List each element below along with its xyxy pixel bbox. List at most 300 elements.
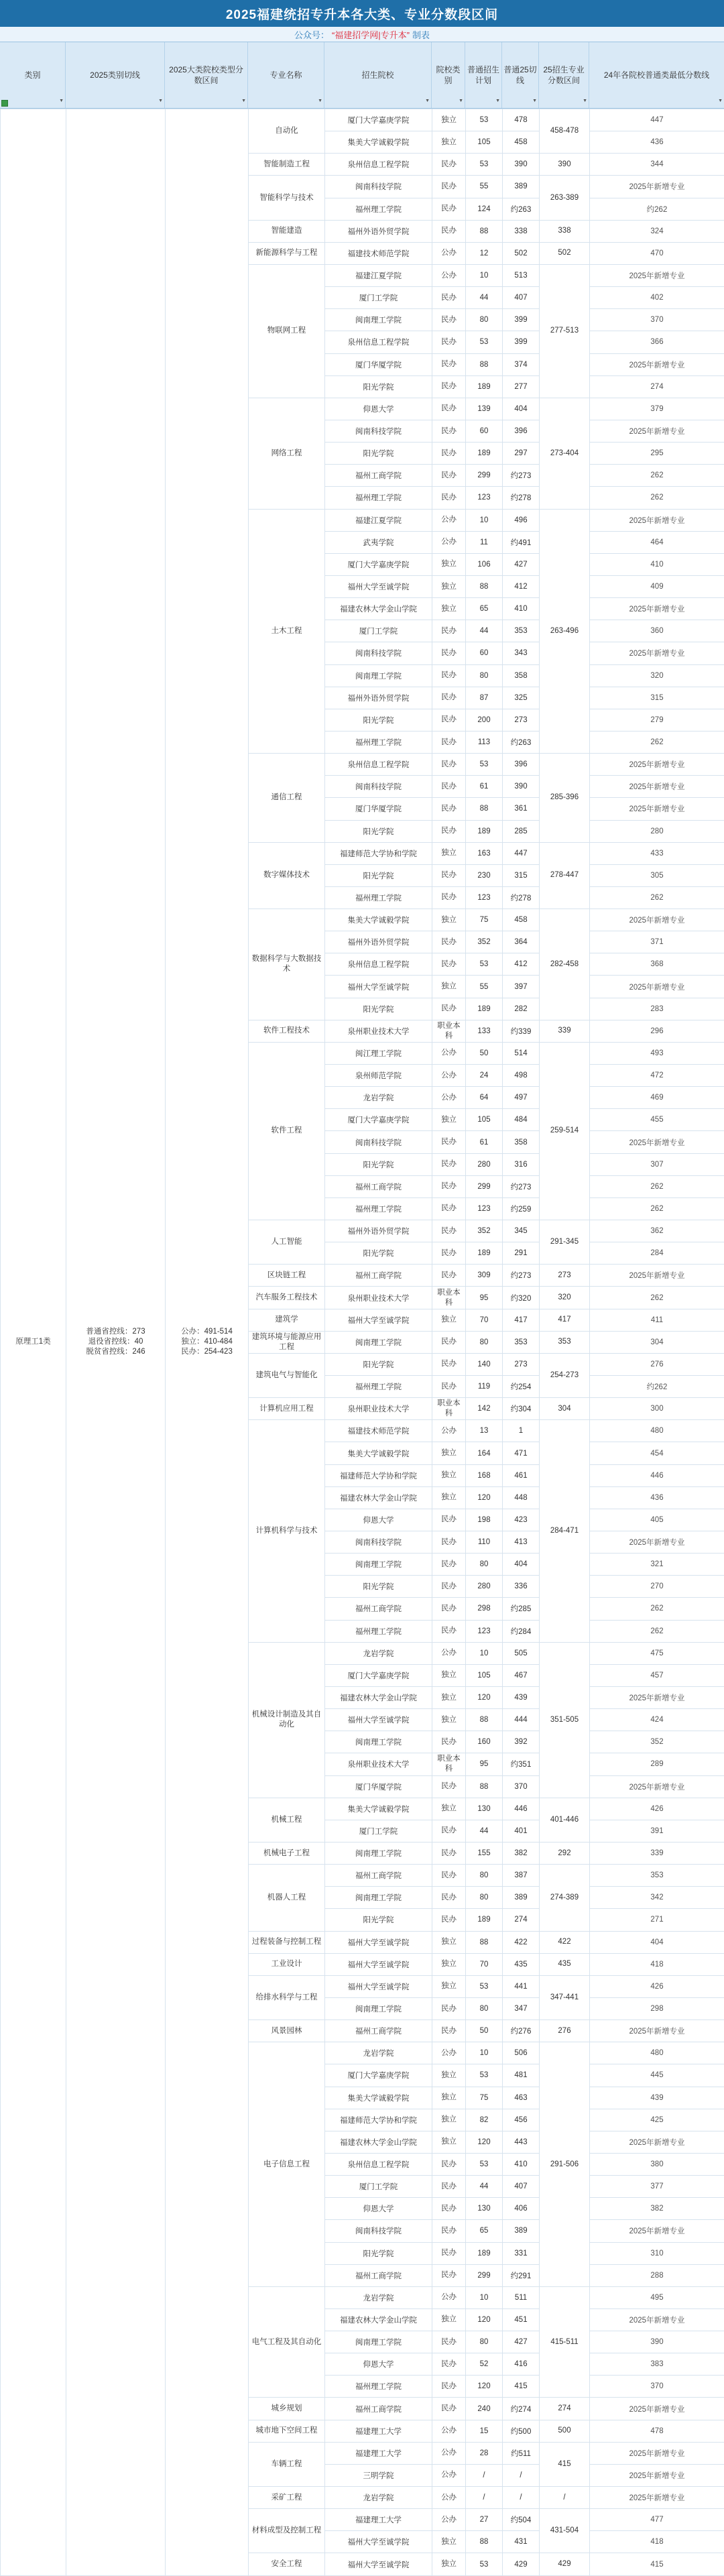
line-2025: 461 [503, 1464, 540, 1486]
school-type: 公办 [432, 2286, 466, 2308]
plan-count: 10 [466, 2286, 503, 2308]
major-name: 区块链工程 [249, 1265, 325, 1287]
line-2025: 427 [503, 2331, 540, 2353]
major-range: 458-478 [540, 109, 590, 154]
line-2024: 296 [590, 1020, 724, 1042]
line-2024: 366 [590, 331, 724, 353]
school-name: 三明学院 [325, 2464, 432, 2486]
school-type: 公办 [432, 531, 466, 553]
school-name: 龙岩学院 [325, 1087, 432, 1109]
school-type: 民办 [432, 287, 466, 309]
category-cell: 原理工1类 [1, 109, 66, 2576]
school-type: 独立 [432, 1975, 466, 1997]
header-type-range[interactable]: 2025大类院校类型分数区间 ▼ [165, 42, 248, 108]
line-2024: 368 [590, 953, 724, 976]
line-2024: 383 [590, 2353, 724, 2376]
school-name: 闽江理工学院 [325, 1042, 432, 1064]
line-2024: 2025年新增专业 [590, 1775, 724, 1798]
line-2024: 352 [590, 1731, 724, 1753]
school-type: 民办 [432, 754, 466, 776]
line-2025: 291 [503, 1242, 540, 1265]
line-2025: 约259 [503, 1197, 540, 1220]
cutoff-line: 脱贫省控线：246 [68, 1347, 164, 1357]
school-name: 福州外语外贸学院 [325, 220, 432, 242]
header-cutoff[interactable]: 2025类别切线 ▼ [66, 42, 165, 108]
plan-count: 124 [466, 198, 503, 220]
school-name: 闽南理工学院 [325, 1842, 432, 1864]
plan-count: 240 [466, 2398, 503, 2420]
school-name: 福建江夏学院 [325, 509, 432, 531]
line-2024: 262 [590, 465, 724, 487]
line-2024: 262 [590, 1287, 724, 1309]
line-2024: 391 [590, 1820, 724, 1842]
school-name: 厦门华厦学院 [325, 798, 432, 820]
plan-count: 299 [466, 465, 503, 487]
line-2024: 300 [590, 1398, 724, 1420]
line-2025: 约511 [503, 2442, 540, 2464]
plan-count: 140 [466, 1353, 503, 1375]
school-type: 民办 [432, 309, 466, 331]
major-name: 软件工程 [249, 1042, 325, 1220]
dropdown-arrow-icon[interactable]: ▼ [59, 96, 64, 107]
line-2024: 447 [590, 109, 724, 131]
school-type: 民办 [432, 443, 466, 465]
school-type: 民办 [432, 331, 466, 353]
plan-count: 88 [466, 1775, 503, 1798]
plan-count: 120 [466, 2308, 503, 2331]
school-type: 独立 [432, 598, 466, 620]
line-2025: 343 [503, 642, 540, 664]
major-range: 422 [540, 1931, 590, 1953]
dropdown-arrow-icon[interactable]: ▼ [532, 96, 537, 107]
school-type: 独立 [432, 842, 466, 864]
plan-count: 80 [466, 1865, 503, 1887]
school-type: 民办 [432, 2264, 466, 2286]
line-2025: 约254 [503, 1376, 540, 1398]
plan-count: 120 [466, 1686, 503, 1708]
school-name: 阳光学院 [325, 864, 432, 886]
line-2024: 2025年新增专业 [590, 2220, 724, 2242]
school-type: 民办 [432, 1598, 466, 1620]
plan-count: 60 [466, 642, 503, 664]
school-name: 福州大学至诚学院 [325, 1931, 432, 1953]
school-name: 福州理工学院 [325, 487, 432, 509]
school-name: 福建师范大学协和学院 [325, 2109, 432, 2131]
plan-count: 189 [466, 1242, 503, 1265]
school-name: 阳光学院 [325, 1242, 432, 1265]
school-name: 福州工商学院 [325, 2020, 432, 2042]
line-2024: 436 [590, 131, 724, 154]
school-type: 独立 [432, 1442, 466, 1464]
plan-count: 10 [466, 509, 503, 531]
plan-count: 105 [466, 131, 503, 154]
major-name: 电子信息工程 [249, 2042, 325, 2287]
line-2025: 412 [503, 575, 540, 597]
line-2025: 467 [503, 1664, 540, 1686]
plan-count: 189 [466, 375, 503, 398]
school-type: 民办 [432, 1153, 466, 1175]
school-type: 独立 [432, 1953, 466, 1975]
school-type: 民办 [432, 709, 466, 731]
major-range: 291-345 [540, 1220, 590, 1265]
school-name: 福州大学至诚学院 [325, 575, 432, 597]
line-2024: 298 [590, 1997, 724, 2019]
school-name: 厦门华厦学院 [325, 1775, 432, 1798]
school-name: 福州外语外贸学院 [325, 1220, 432, 1242]
line-2025: 约500 [503, 2420, 540, 2442]
plan-count: 53 [466, 2553, 503, 2575]
school-name: 闽南科技学院 [325, 176, 432, 198]
header-line25[interactable]: 普通25切线 ▼ [502, 42, 539, 108]
line-2025: 412 [503, 953, 540, 976]
line-2024: 2025年新增专业 [590, 2020, 724, 2042]
school-type: 职业本科 [432, 1287, 466, 1309]
line-2024: 315 [590, 687, 724, 709]
school-name: 泉州信息工程学院 [325, 154, 432, 176]
school-name: 福州工商学院 [325, 2398, 432, 2420]
major-name: 建筑环境与能源应用工程 [249, 1331, 325, 1353]
header-major[interactable]: 专业名称 ▼ [248, 42, 324, 108]
school-type: 民办 [432, 2353, 466, 2376]
header-school-type[interactable]: 院校类别 ▼ [432, 42, 465, 108]
plan-count: 88 [466, 1709, 503, 1731]
plan-count: 105 [466, 1664, 503, 1686]
school-name: 厦门工学院 [325, 1820, 432, 1842]
major-name: 安全工程 [249, 2553, 325, 2575]
school-type: 民办 [432, 998, 466, 1020]
line-2024: 2025年新增专业 [590, 1265, 724, 1287]
school-type: 民办 [432, 1775, 466, 1798]
line-2025: 347 [503, 1997, 540, 2019]
school-type: 民办 [432, 886, 466, 909]
line-2024: 2025年新增专业 [590, 353, 724, 375]
school-type: 民办 [432, 154, 466, 176]
major-name: 机器人工程 [249, 1865, 325, 1931]
school-type: 公办 [432, 2464, 466, 2486]
line-2024: 2025年新增专业 [590, 2442, 724, 2464]
line-2025: 390 [503, 776, 540, 798]
line-2024: 379 [590, 398, 724, 420]
school-name: 闽南理工学院 [325, 2331, 432, 2353]
header-line24[interactable]: 24年各院校普通类最低分数线 ▼ [589, 42, 724, 108]
school-type: 职业本科 [432, 1020, 466, 1042]
line-2025: 443 [503, 2131, 540, 2153]
school-name: 厦门大学嘉庚学院 [325, 2064, 432, 2087]
major-range: 390 [540, 154, 590, 176]
school-type: 民办 [432, 820, 466, 842]
line-2025: 1 [503, 1420, 540, 1442]
plan-count: 123 [466, 487, 503, 509]
line-2025: 358 [503, 1131, 540, 1153]
school-type: 公办 [432, 2487, 466, 2509]
line-2025: 353 [503, 620, 540, 642]
major-name: 自动化 [249, 109, 325, 154]
line-2024: 2025年新增专业 [590, 176, 724, 198]
line-2025: 361 [503, 798, 540, 820]
plan-count: 95 [466, 1753, 503, 1775]
school-name: 阳光学院 [325, 1153, 432, 1175]
line-2025: 498 [503, 1065, 540, 1087]
line-2024: 446 [590, 1464, 724, 1486]
plan-count: 142 [466, 1398, 503, 1420]
line-2025: 387 [503, 1865, 540, 1887]
major-name: 电气工程及其自动化 [249, 2286, 325, 2398]
major-name: 建筑电气与智能化 [249, 1353, 325, 1397]
school-type: 民办 [432, 1175, 466, 1197]
dropdown-arrow-icon[interactable]: ▼ [241, 96, 246, 107]
line-2024: 2025年新增专业 [590, 2131, 724, 2153]
dropdown-arrow-icon[interactable]: ▼ [718, 96, 723, 107]
plan-count: 65 [466, 598, 503, 620]
school-name: 福州大学至诚学院 [325, 1309, 432, 1331]
school-type: 民办 [432, 620, 466, 642]
line-2025: 约274 [503, 2398, 540, 2420]
school-name: 阳光学院 [325, 709, 432, 731]
line-2024: 2025年新增专业 [590, 2464, 724, 2486]
line-2024: 274 [590, 375, 724, 398]
line-2024: 324 [590, 220, 724, 242]
major-name: 建筑学 [249, 1309, 325, 1331]
plan-count: 88 [466, 575, 503, 597]
line-2024: 370 [590, 309, 724, 331]
line-2025: 约273 [503, 465, 540, 487]
line-2025: 约284 [503, 1620, 540, 1642]
line-2024: 404 [590, 1931, 724, 1953]
plan-count: 298 [466, 1598, 503, 1620]
line-2024: 2025年新增专业 [590, 509, 724, 531]
dropdown-arrow-icon[interactable]: ▼ [425, 96, 430, 107]
line-2024: 402 [590, 287, 724, 309]
school-type: 独立 [432, 976, 466, 998]
school-name: 福建理工大学 [325, 2442, 432, 2464]
major-name: 智能科学与技术 [249, 176, 325, 220]
filter-icon[interactable] [1, 100, 8, 107]
score-table [0, 109, 724, 2576]
header-category[interactable]: 类别 ▼ [0, 42, 66, 108]
plan-count: 123 [466, 1620, 503, 1642]
line-2025: 285 [503, 820, 540, 842]
subtitle [0, 27, 724, 42]
plan-count: 189 [466, 820, 503, 842]
plan-count: 27 [466, 2509, 503, 2531]
school-type: 民办 [432, 2020, 466, 2042]
line-2025: 481 [503, 2064, 540, 2087]
school-type: 民办 [432, 1865, 466, 1887]
school-name: 福州大学至诚学院 [325, 1709, 432, 1731]
major-name: 物联网工程 [249, 264, 325, 398]
school-name: 福建理工大学 [325, 2509, 432, 2531]
line-2025: 458 [503, 909, 540, 931]
line-2025: 502 [503, 242, 540, 264]
plan-count: 80 [466, 664, 503, 687]
plan-count: 60 [466, 420, 503, 442]
school-type: 民办 [432, 176, 466, 198]
school-name: 福州工商学院 [325, 1175, 432, 1197]
major-range: 500 [540, 2420, 590, 2442]
plan-count: 299 [466, 2264, 503, 2286]
school-type: 民办 [432, 1131, 466, 1153]
line-2025: 338 [503, 220, 540, 242]
school-name: 福州大学至诚学院 [325, 976, 432, 998]
major-range: 274-389 [540, 1865, 590, 1931]
school-type: 民办 [432, 398, 466, 420]
plan-count: 44 [466, 1820, 503, 1842]
major-name: 风景园林 [249, 2020, 325, 2042]
school-type: 民办 [432, 353, 466, 375]
school-name: 闽南理工学院 [325, 664, 432, 687]
line-2025: 444 [503, 1709, 540, 1731]
line-2025: 370 [503, 1775, 540, 1798]
major-range: 282-458 [540, 909, 590, 1020]
school-type: 公办 [432, 264, 466, 286]
line-2025: 315 [503, 864, 540, 886]
plan-count: 120 [466, 1486, 503, 1509]
major-range: 353 [540, 1331, 590, 1353]
school-type: 公办 [432, 2420, 466, 2442]
line-2025: 约278 [503, 487, 540, 509]
plan-count: 133 [466, 1020, 503, 1042]
plan-count: 11 [466, 531, 503, 553]
line-2024: 307 [590, 1153, 724, 1175]
major-range: 435 [540, 1953, 590, 1975]
subtitle-suffix: 制表 [412, 28, 430, 41]
dropdown-arrow-icon[interactable]: ▼ [318, 96, 322, 107]
school-name: 阳光学院 [325, 998, 432, 1020]
plan-count: 119 [466, 1376, 503, 1398]
line-2024: 362 [590, 1220, 724, 1242]
school-name: 福州大学至诚学院 [325, 2553, 432, 2575]
major-range: 259-514 [540, 1042, 590, 1220]
school-name: 闽南科技学院 [325, 1531, 432, 1554]
line-2024: 2025年新增专业 [590, 264, 724, 286]
school-name: 闽南理工学院 [325, 309, 432, 331]
line-2024: 2025年新增专业 [590, 2308, 724, 2331]
school-name: 福州工商学院 [325, 1265, 432, 1287]
plan-count: 53 [466, 109, 503, 131]
line-2024: 289 [590, 1753, 724, 1775]
school-type: 独立 [432, 2109, 466, 2131]
line-2024: 2025年新增专业 [590, 754, 724, 776]
school-name: 厦门大学嘉庚学院 [325, 1664, 432, 1686]
line-2025: 399 [503, 309, 540, 331]
school-type: 民办 [432, 931, 466, 953]
line-2024: 480 [590, 1420, 724, 1442]
school-name: 阳光学院 [325, 443, 432, 465]
plan-count: 88 [466, 798, 503, 820]
school-name: 福州大学至诚学院 [325, 1953, 432, 1975]
line-2025: 389 [503, 176, 540, 198]
dropdown-arrow-icon[interactable]: ▼ [583, 96, 587, 107]
major-range: 292 [540, 1842, 590, 1864]
plan-count: 280 [466, 1153, 503, 1175]
plan-count: 88 [466, 2531, 503, 2553]
line-2024: 433 [590, 842, 724, 864]
school-name: 集美大学诚毅学院 [325, 1798, 432, 1820]
line-2024: 478 [590, 2420, 724, 2442]
school-type: 民办 [432, 198, 466, 220]
school-name: 福州工商学院 [325, 1865, 432, 1887]
plan-count: 53 [466, 154, 503, 176]
plan-count: 52 [466, 2353, 503, 2376]
school-name: 仰恩大学 [325, 1509, 432, 1531]
school-name: 龙岩学院 [325, 1642, 432, 1664]
school-type: 公办 [432, 1087, 466, 1109]
major-range: 291-506 [540, 2042, 590, 2287]
school-name: 阳光学院 [325, 375, 432, 398]
line-2024: 2025年新增专业 [590, 1131, 724, 1153]
major-name: 机械工程 [249, 1798, 325, 1842]
plan-count: 10 [466, 2042, 503, 2064]
line-2025: 约273 [503, 1175, 540, 1197]
school-type: 职业本科 [432, 1398, 466, 1420]
school-name: 福州理工学院 [325, 2376, 432, 2398]
school-type: 民办 [432, 2220, 466, 2242]
school-type: 民办 [432, 1820, 466, 1842]
dropdown-arrow-icon[interactable]: ▼ [495, 96, 500, 107]
school-type: 民办 [432, 1509, 466, 1531]
school-type: 独立 [432, 2064, 466, 2087]
school-name: 泉州职业技术大学 [325, 1287, 432, 1309]
plan-count: 280 [466, 1576, 503, 1598]
line-2025: 297 [503, 443, 540, 465]
school-name: 福州理工学院 [325, 886, 432, 909]
line-2024: 约262 [590, 1376, 724, 1398]
page-title: 2025福建统招专升本各大类、专业分数段区间 [0, 0, 724, 27]
header-plan[interactable]: 普通招生计划 ▼ [465, 42, 502, 108]
line-2024: 310 [590, 2242, 724, 2264]
school-type: 独立 [432, 553, 466, 575]
major-range: 415 [540, 2442, 590, 2486]
major-name: 车辆工程 [249, 2442, 325, 2486]
plan-count: 230 [466, 864, 503, 886]
school-name: 闽南科技学院 [325, 420, 432, 442]
line-2024: 495 [590, 2286, 724, 2308]
school-name: 厦门工学院 [325, 287, 432, 309]
line-2024: 353 [590, 1865, 724, 1887]
line-2024: 2025年新增专业 [590, 776, 724, 798]
dropdown-arrow-icon[interactable]: ▼ [459, 96, 463, 107]
line-2024: 425 [590, 2109, 724, 2131]
line-2025: 417 [503, 1309, 540, 1331]
header-school[interactable]: 招生院校 ▼ [324, 42, 432, 108]
plan-count: 88 [466, 1931, 503, 1953]
school-type: 民办 [432, 731, 466, 753]
line-2025: 496 [503, 509, 540, 531]
header-major-range[interactable]: 25招生专业分数区间 ▼ [539, 42, 589, 108]
school-type: 独立 [432, 2531, 466, 2553]
line-2025: 446 [503, 1798, 540, 1820]
line-2025: 364 [503, 931, 540, 953]
line-2025: 358 [503, 664, 540, 687]
school-type: 民办 [432, 664, 466, 687]
type-range-cell [166, 109, 249, 2576]
school-name: 泉州职业技术大学 [325, 1753, 432, 1775]
major-name: 土木工程 [249, 509, 325, 754]
major-name: 计算机应用工程 [249, 1398, 325, 1420]
line-2024: 2025年新增专业 [590, 1686, 724, 1708]
line-2024: 339 [590, 1842, 724, 1864]
line-2024: 405 [590, 1509, 724, 1531]
plan-count: 28 [466, 2442, 503, 2464]
plan-count: 110 [466, 1531, 503, 1554]
major-name: 材料成型及控制工程 [249, 2509, 325, 2553]
plan-count: 55 [466, 176, 503, 198]
line-2025: 431 [503, 2531, 540, 2553]
school-name: 福州理工学院 [325, 1197, 432, 1220]
line-2025: 456 [503, 2109, 540, 2131]
plan-count: 80 [466, 1997, 503, 2019]
dropdown-arrow-icon[interactable]: ▼ [158, 96, 163, 107]
